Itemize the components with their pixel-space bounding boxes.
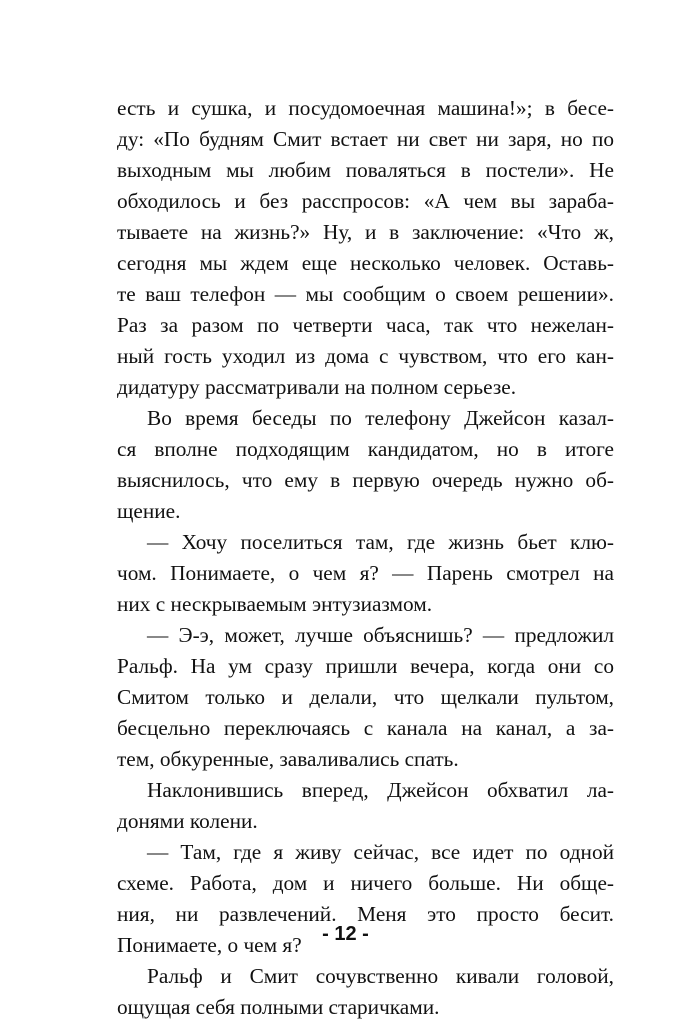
text-line: — Хочу поселиться там, где жизнь бьет клю- [147, 530, 614, 554]
paragraph [117, 403, 614, 527]
text-line: — Э-э, может, лучше объяснишь? — предложил [147, 623, 614, 647]
text-line: ду: «По будням Смит встает ни свет ни заря, но по [117, 127, 614, 151]
text-line: выходным мы любим поваляться в постели». Не [117, 158, 614, 182]
text-line: обходилось и без расспросов: «А чем вы зараба- [117, 189, 614, 213]
text-line: ния, ни развлечений. Меня это просто бесит. [117, 902, 614, 926]
text-line: ся вполне подходящим кандидатом, но в итоге [117, 437, 614, 461]
text-line: Смитом только и делали, что щелкали пультом, [117, 685, 614, 709]
paragraph [117, 93, 614, 403]
text-line: — Там, где я живу сейчас, все идет по одной [147, 840, 614, 864]
text-line: чом. Понимаете, о чем я? — Парень смотрел на [117, 561, 614, 585]
text-line: Понимаете, о чем я? [117, 933, 302, 957]
text-line: выяснилось, что ему в первую очередь нужно об- [117, 468, 614, 492]
text-line: донями колени. [117, 809, 258, 833]
text-line: Раз за разом по четверти часа, так что нежелан- [117, 313, 614, 337]
text-line: те ваш телефон — мы сообщим о своем решении». [117, 282, 614, 306]
text-line: Ральф и Смит сочувственно кивали головой, [147, 964, 614, 988]
paragraph [117, 620, 614, 775]
page-number: - 12 - [322, 923, 369, 945]
text-line: них с нескрываемым энтузиазмом. [117, 592, 433, 616]
text-line: тываете на жизнь?» Ну, и в заключение: «Что ж, [117, 220, 614, 244]
paragraph [117, 775, 614, 837]
body-text [117, 93, 614, 1023]
text-line: Во время беседы по телефону Джейсон казал- [147, 406, 614, 430]
text-line: ощущая себя полными старичками. [117, 995, 440, 1019]
text-line: тем, обкуренные, заваливались спать. [117, 747, 459, 771]
text-line: есть и сушка, и посудомоечная машина!»; в бесе- [117, 96, 614, 120]
text-line: схеме. Работа, дом и ничего больше. Ни обще- [117, 871, 614, 895]
text-line: Наклонившись вперед, Джейсон обхватил ла- [147, 778, 614, 802]
text-line: дидатуру рассматривали на полном серьезе. [117, 375, 517, 399]
text-line: щение. [117, 499, 181, 523]
text-line: ный гость уходил из дома с чувством, что его кан- [117, 344, 614, 368]
text-line: сегодня мы ждем еще несколько человек. Оставь- [117, 251, 614, 275]
paragraph [117, 961, 614, 1023]
paragraph [117, 527, 614, 620]
text-line: бесцельно переключаясь с канала на канал, а за- [117, 716, 614, 740]
text-line: Ральф. На ум сразу пришли вечера, когда они со [117, 654, 614, 678]
